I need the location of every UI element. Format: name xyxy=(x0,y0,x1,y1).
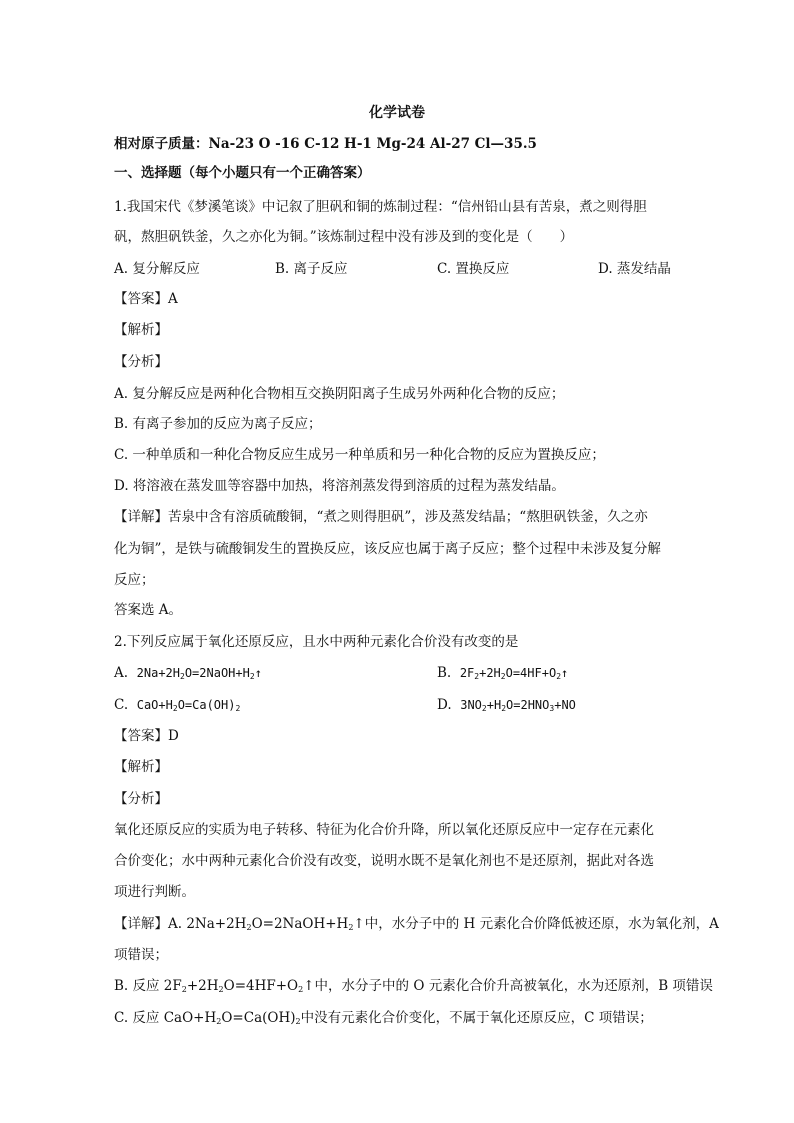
q1-detail-line2: 化为铜”，是铁与硫酸铜发生的置换反应，该反应也属于离子反应；整个过程中未涉及复分解 xyxy=(114,541,661,557)
q1-option-b: B. 离子反应 xyxy=(275,261,348,277)
q1-conclusion: 答案选 A。 xyxy=(114,602,183,618)
q1-detail-line1: 【详解】苦泉中含有溶质硫酸铜，“煮之则得胆矾”，涉及蒸发结晶；“熬胆矾铁釜，久之亦 xyxy=(114,509,648,525)
q2-detail-b: B. 反应 $2F_2+2H_2O=4HF+O_2↑$中，水分子中的 O 元素化合价升高被氧化，水为还原剂，B 项错误 xyxy=(114,978,713,994)
atomic-mass-line: 相对原子质量：Na-23 O -16 C-12 H-1 Mg-24 Al-27 Cl—35.5 xyxy=(114,136,537,152)
q1-option-c: C. 置换反应 xyxy=(437,261,510,277)
q1-option-d: D. 蒸发结晶 xyxy=(598,261,671,277)
q2-analysis-tag: 【解析】 xyxy=(114,759,168,775)
q1-detail-line3: 反应； xyxy=(114,572,155,588)
q2-stem: 2.下列反应属于氧化还原反应，且水中两种元素化合价没有改变的是 xyxy=(114,634,519,650)
q1-fenxi-tag: 【分析】 xyxy=(114,354,168,370)
q2-option-a: A. $2Na+2H_2O=2NaOH+H_2↑$ xyxy=(114,665,262,681)
q1-fenxi-d: D. 将溶液在蒸发皿等容器中加热，将溶剂蒸发得到溶质的过程为蒸发结晶。 xyxy=(114,478,565,494)
q1-fenxi-c: C. 一种单质和一种化合物反应生成另一种单质和另一种化合物的反应为置换反应； xyxy=(114,447,605,463)
q1-fenxi-a: A. 复分解反应是两种化合物相互交换阴阳离子生成另外两种化合物的反应； xyxy=(114,386,565,402)
q2-fenxi-line2: 合价变化；水中两种元素化合价没有改变，说明水既不是氧化剂也不是还原剂，据此对各选 xyxy=(114,853,654,869)
q2-fenxi-tag: 【分析】 xyxy=(114,791,168,807)
q1-stem-line2: 矾，熬胆矾铁釜，久之亦化为铜。”该炼制过程中没有涉及到的变化是（ ） xyxy=(114,229,574,245)
page-title: 化学试卷 xyxy=(369,105,425,121)
q1-answer: 【答案】A xyxy=(114,291,178,307)
q1-analysis-tag: 【解析】 xyxy=(114,322,168,338)
q2-detail-c: C. 反应 $CaO+H_2O=Ca(OH)_2$中没有元素化合价变化，不属于氧化还原反应，C 项错误； xyxy=(114,1010,653,1026)
q1-fenxi-b: B. 有离子参加的反应为离子反应； xyxy=(114,416,322,432)
q2-option-d: D. $3NO_2+H_2O=2HNO_3+NO$ xyxy=(437,697,576,713)
q1-option-a: A. 复分解反应 xyxy=(114,261,200,277)
section-heading: 一、选择题（每个小题只有一个正确答案） xyxy=(114,165,371,181)
q1-stem-line1: 1.我国宋代《梦溪笔谈》中记叙了胆矾和铜的炼制过程：“信州铅山县有苦泉，煮之则得胆 xyxy=(114,199,647,215)
q2-detail-a-cont: 项错误； xyxy=(114,947,168,963)
q2-option-c: C. $CaO+H_2O=Ca(OH)_2$ xyxy=(114,697,241,713)
q2-answer: 【答案】D xyxy=(114,728,179,744)
q2-option-b: B. $2F_2+2H_2O=4HF+O_2↑$ xyxy=(437,665,569,681)
q2-detail-a: 【详解】A. $2Na+2H_2O=2NaOH+H_2↑$中，水分子中的 H 元素化合价降低被还原，水为氧化剂，A xyxy=(114,916,719,932)
q2-fenxi-line3: 项进行判断。 xyxy=(114,884,195,900)
q2-fenxi-line1: 氧化还原反应的实质为电子转移、特征为化合价升降，所以氧化还原反应中一定存在元素化 xyxy=(114,822,654,838)
